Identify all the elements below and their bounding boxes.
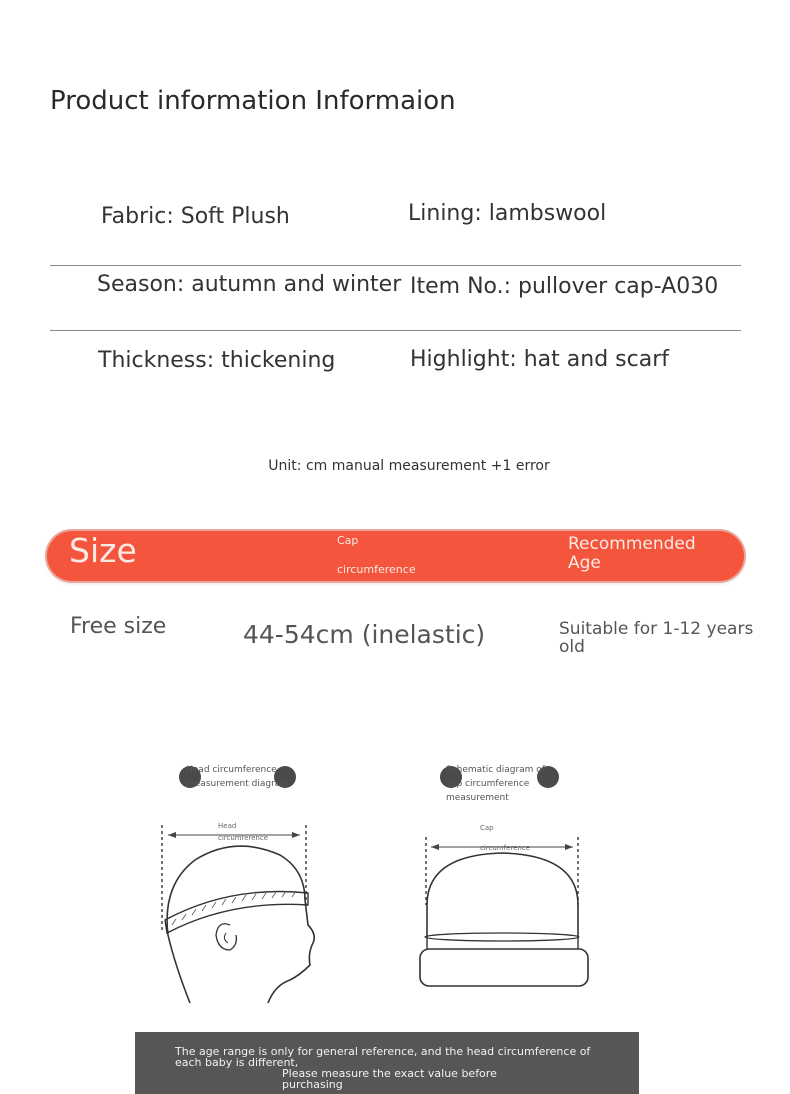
notice-line-2: Please measure the exact value before purchasing xyxy=(282,1067,497,1091)
cap-arrow-label-1: Cap xyxy=(480,824,494,832)
cap-diagram-caption: Schematic diagram of cap circumference measurement xyxy=(446,765,545,803)
notice-banner xyxy=(135,1032,639,1094)
divider xyxy=(50,330,741,331)
header-cap: Cap xyxy=(337,534,359,547)
spec-highlight: Highlight: hat and scarf xyxy=(410,347,669,372)
head-diagram-caption: Head circumference measurement diagram xyxy=(186,765,290,789)
row-size: Free size xyxy=(70,614,167,639)
row-circumference: 44-54cm (inelastic) xyxy=(243,620,486,649)
spec-fabric: Fabric: Soft Plush xyxy=(101,204,290,229)
spec-season: Season: autumn and winter xyxy=(97,272,402,297)
head-arrow-label-2: circumference xyxy=(218,834,269,842)
row-age: Suitable for 1-12 years old xyxy=(559,619,754,657)
page-title: Product information Informaion xyxy=(50,86,456,116)
size-table-header xyxy=(47,531,744,581)
spec-lining: Lining: lambswool xyxy=(408,201,607,226)
spec-item-no: Item No.: pullover cap-A030 xyxy=(410,274,719,299)
head-measurement-illustration xyxy=(150,815,330,1010)
notice-line-1: The age range is only for general reference, and the head circumference of each baby is different, xyxy=(175,1045,591,1069)
header-size: Size xyxy=(69,531,137,570)
head-arrow-label-1: Head xyxy=(218,822,237,830)
header-circumference: circumference xyxy=(337,563,416,576)
cap-arrow-label-2: circumference xyxy=(480,844,531,852)
unit-note: Unit: cm manual measurement +1 error xyxy=(268,458,550,474)
divider xyxy=(50,265,741,266)
header-recommended-age: Recommended Age xyxy=(568,534,696,573)
spec-thickness: Thickness: thickening xyxy=(98,348,336,373)
